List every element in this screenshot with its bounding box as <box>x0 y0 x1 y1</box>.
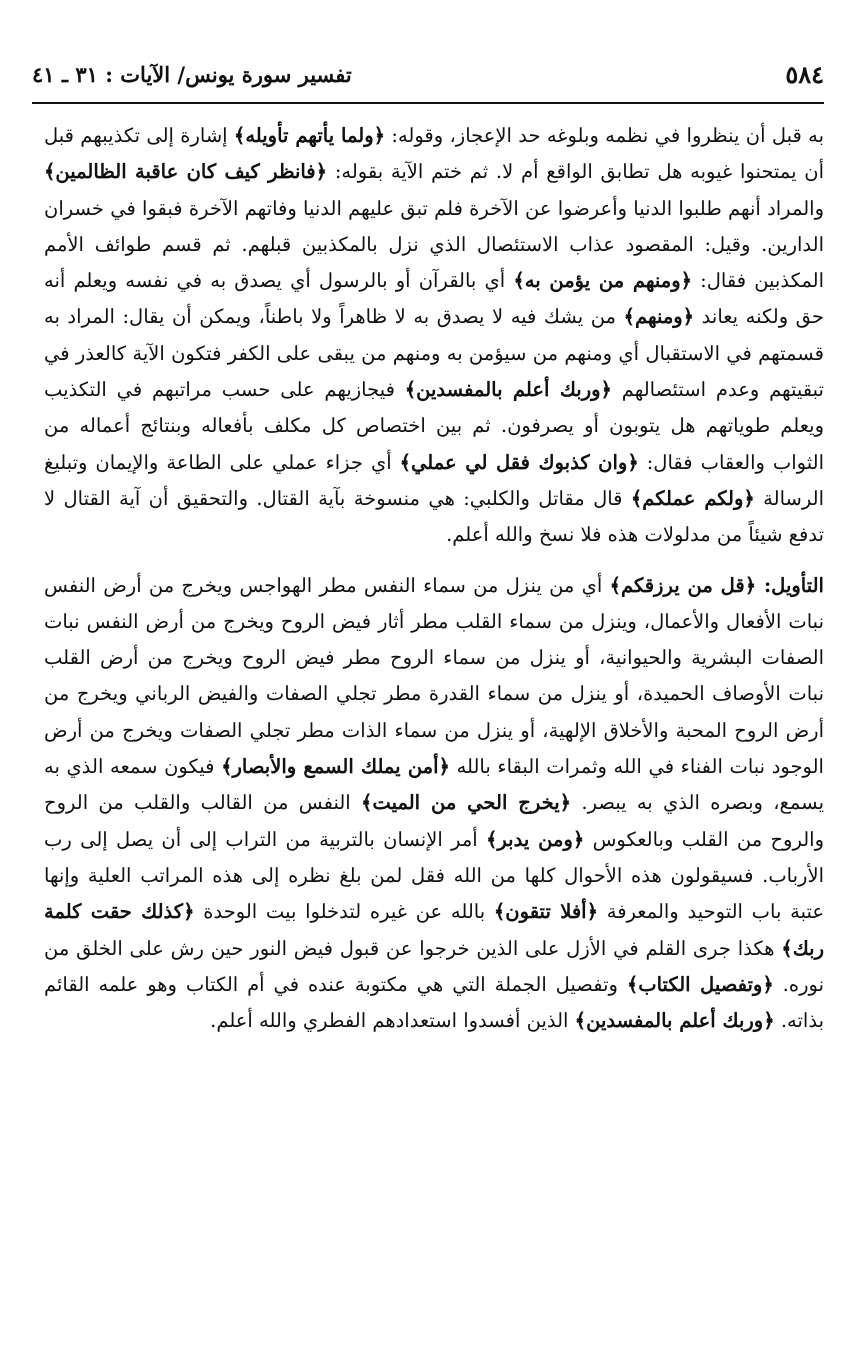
quran-quote: ﴿قل من يرزقكم﴾ <box>609 573 757 597</box>
text-segment: بالله عن غيره لتدخلوا بيت الوحدة <box>194 900 494 924</box>
quran-quote: ﴿ولكم عملكم﴾ <box>630 486 755 510</box>
section-label: التأويل: <box>756 573 824 597</box>
text-segment: فيكون سمعه الذي به يسمع، وبصره الذي به يبصر. <box>44 755 825 815</box>
quran-quote: ﴿كذلك حقت كلمة ربك﴾ <box>44 900 824 960</box>
quran-quote: ﴿ومنهم﴾ <box>623 305 695 329</box>
running-title: تفسير سورة يونس/ الآيات : ٣١ ـ ٤١ <box>32 62 352 87</box>
text-segment: والمراد أنهم طلبوا الدنيا وأعرضوا عن الآخرة فلم تبق عليهم الدنيا وفاتهم الآخرة فبقوا في خسران الدارين. وقيل: المقصود عذاب الاستئصال الذي نزل بالمكذبين قبلهم. ثم قسم طوائف الأمم المكذبين فقال: <box>44 196 824 293</box>
page-number: ٥٨٤ <box>785 60 824 89</box>
quran-quote: ﴿وربك أعلم بالمفسدين﴾ <box>574 1009 775 1033</box>
quran-quote: ﴿وربك أعلم بالمفسدين﴾ <box>404 378 612 402</box>
text-segment: أي بالقرآن أو بالرسول أي يصدق به في نفسه ويعلم أنه حق ولكنه يعاند <box>44 269 824 329</box>
text-segment: هكذا جرى القلم في الأزل على الذين خرجوا عن قبول فيض النور حين رش على الخلق من نوره. <box>44 936 824 996</box>
body-text <box>44 118 824 1039</box>
quran-quote: ﴿وتفصيل الكتاب﴾ <box>626 972 774 996</box>
quran-quote: ﴿يخرج الحي من الميت﴾ <box>361 791 572 815</box>
quran-quote: ﴿ولما يأتهم تأويله﴾ <box>233 124 386 147</box>
text-segment: النفس من القالب والقلب من الروح والروح من القلب وبالعكوس <box>44 791 824 851</box>
text-segment: من يشك فيه لا يصدق به لا ظاهراً ولا باطناً، ويمكن أن يقال: المراد به قسمتهم في الاستقبال أي ومنهم من سيؤمن به ومنهم من يبقى على الكفر فتكون الآية كالعذر في تبقيتهم وعدم استئصالهم <box>44 305 824 402</box>
quran-quote: ﴿ومن يدبر﴾ <box>486 827 585 851</box>
paragraph-tawil <box>44 568 824 1040</box>
quran-quote: ﴿فانظر كيف كان عاقبة الظالمين﴾ <box>44 160 328 184</box>
text-segment: أي جزاء عملي على الطاعة والإيمان وتبليغ الرسالة <box>44 450 824 510</box>
text-segment: قال مقاتل والكلبي: هي منسوخة بآية القتال. والتحقيق أن آية القتال لا تدفع شيئاً من مدلولات هذه فلا نسخ والله أعلم. <box>44 486 824 547</box>
quran-quote: ﴿ومنهم من يؤمن به﴾ <box>513 269 693 293</box>
text-segment: وتفصيل الجملة التي هي مكتوبة عنده في أم الكتاب وهو علمه القائم بذاته. <box>44 972 824 1033</box>
text-segment: الذين أفسدوا استعدادهم الفطري والله أعلم. <box>210 1009 575 1033</box>
text-segment: أمر الإنسان بالتربية من التراب إلى أن يصل إلى رب الأرباب. فسيقولون هذه الأحوال كلها من الله فقل لمن بلغ نظره إلى هذه المراتب العلية وإنها عتبة باب التوحيد والمعرفة <box>44 827 824 924</box>
quran-quote: ﴿أمن يملك السمع والأبصار﴾ <box>221 755 450 779</box>
quran-quote: ﴿وان كذبوك فقل لي عملي﴾ <box>399 450 639 474</box>
paragraph-tafsir <box>44 118 824 554</box>
text-segment: به قبل أن ينظروا في نظمه وبلوغه حد الإعجاز، وقوله: <box>385 124 825 147</box>
text-segment: أي من ينزل من سماء النفس مطر الهواجس ويخرج من أرض النفس نبات الأفعال والأعمال، وينزل من سماء القلب مطر أثار فيض الروح ويخرج من أرض النفس نبات الصفات البشرية والحيوانية، أو ينزل من سماء الروح مطر فيض الروح ويخرج من أرض القلب نبات الأوصاف الحميدة، أو ينزل من سماء القدرة مطر تجلي الصفات والفيض الرباني ويخرج من أرض الروح المحبة والأخلاق الإلهية، أو ينزل من سماء الذات مطر تجلي الصفات ويخرج من أرض الوجود نبات الفناء في الله وثمرات البقاء بالله <box>44 573 824 779</box>
quran-quote: ﴿أفلا تتقون﴾ <box>493 900 598 924</box>
page-header <box>32 58 824 104</box>
text-segment: إشارة إلى تكذيبهم قبل أن يمتحنوا غيوبه هل تطابق الواقع أم لا. ثم ختم الآية بقوله: <box>44 124 824 184</box>
text-segment: فيجازيهم على حسب مراتبهم في التكذيب ويعلم طوياتهم هل يتوبون أو يصرفون. ثم بين اختصاص كل مكلف بأفعاله وبنتائج أعماله من الثواب والعقاب فقال: <box>44 378 824 474</box>
